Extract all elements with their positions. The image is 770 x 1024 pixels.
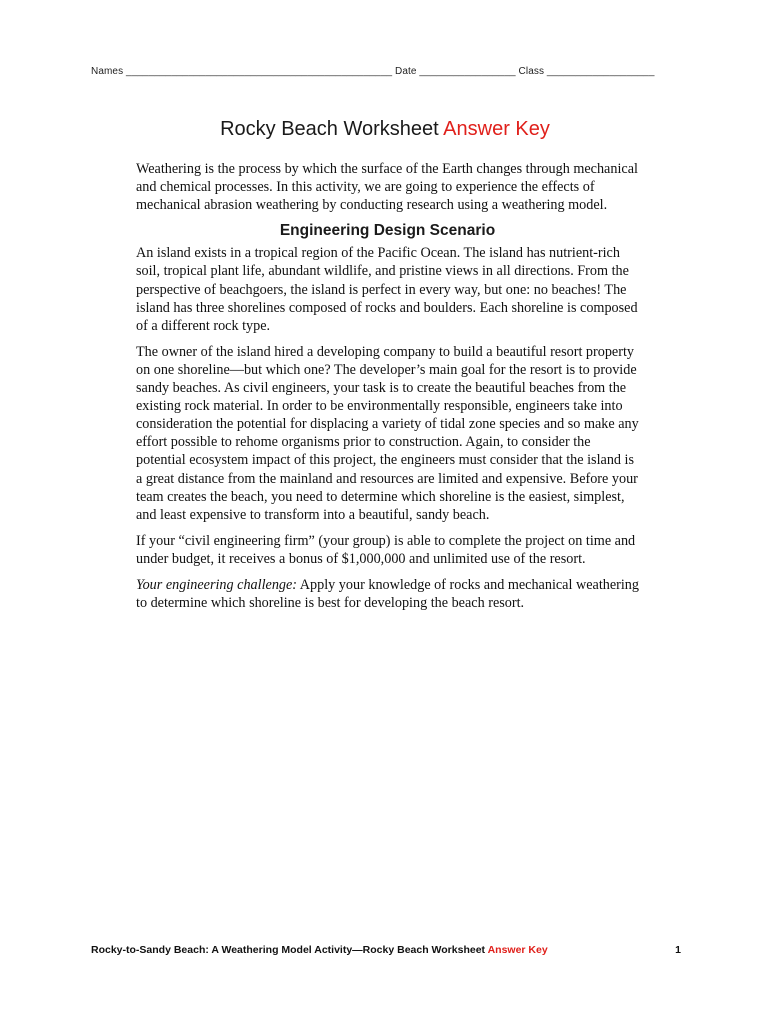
name-date-class-line: Names _______________________________________________ Date _________________ Class ___________________ xyxy=(91,66,655,77)
scenario-paragraph-1: An island exists in a tropical region of the Pacific Ocean. The island has nutrient-rich soil, tropical plant life, abundant wildlife, and pristine views in all directions. From the perspective of beachgoers, the island is perfect in every way, but one: no beaches! The island has three shorelines composed of rocks and boulders. Each shoreline is composed of a different rock type. xyxy=(136,245,638,334)
intro-paragraph: Weathering is the process by which the surface of the Earth changes through mechanical and chemical processes. In this activity, we are going to experience the effects of mechanical abrasion weathering by conducting research using a weathering model. xyxy=(136,161,638,214)
challenge-text: Apply your knowledge of rocks and mechanical weathering to determine which shoreline is best for developing the beach resort. xyxy=(136,576,639,612)
challenge-label: Your engineering challenge: xyxy=(136,576,298,593)
page-number: 1 xyxy=(675,944,681,956)
scenario-paragraph-2: The owner of the island hired a developing company to build a beautiful resort property on one shoreline—but which one? The developer’s main goal for the resort is to provide sandy beaches. As civil engineers, your task is to create the beautiful beaches from the existing rock material. In order to be environmentally responsible, engineers take into consideration the potential for displacing a variety of tidal zone species and so make any effort possible to rehome organisms prior to construction. Again, to consider the potential ecosystem impact of this project, the engineers must consider that the island is a great distance from the mainland and resources are limited and expensive. Before your team creates the beach, you need to determine which shoreline is the easiest, simplest, and least expensive to transform into a beautiful, sandy beach. xyxy=(136,343,639,523)
scenario-paragraph-3: If your “civil engineering firm” (your group) is able to complete the project on time and under budget, it receives a bonus of $1,000,000 and unlimited use of the resort. xyxy=(136,532,636,567)
title-answer-key: Answer Key xyxy=(443,118,550,140)
page-footer xyxy=(91,944,681,956)
page-title xyxy=(0,118,770,141)
worksheet-body xyxy=(136,160,639,620)
footer-text: Rocky-to-Sandy Beach: A Weathering Model Activity—Rocky Beach Worksheet xyxy=(91,944,488,956)
title-main: Rocky Beach Worksheet xyxy=(220,118,439,140)
section-heading: Engineering Design Scenario xyxy=(279,222,496,240)
challenge-paragraph xyxy=(136,576,639,612)
footer-answer-key: Answer Key xyxy=(487,944,548,956)
